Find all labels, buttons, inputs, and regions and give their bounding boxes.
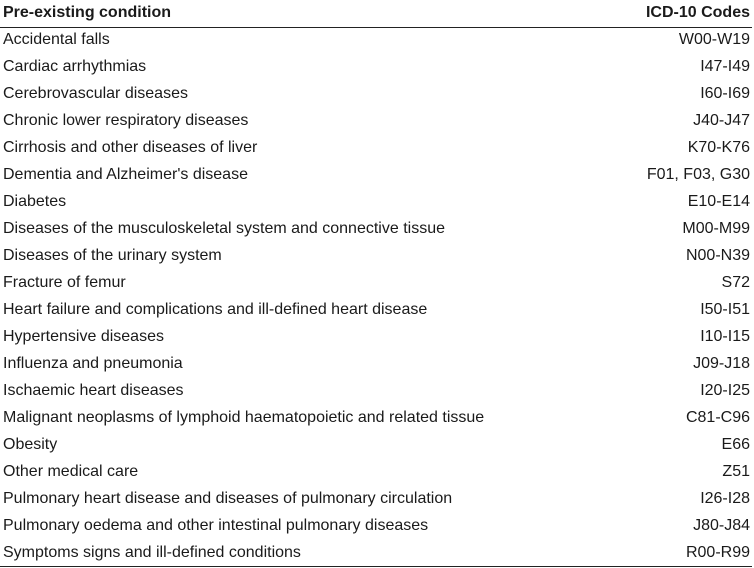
condition-cell: Symptoms signs and ill-defined conditions — [3, 544, 301, 561]
condition-cell: Obesity — [3, 436, 58, 453]
table-row — [0, 243, 752, 270]
icd10-code-cell: J40-J47 — [693, 112, 750, 129]
condition-cell: Accidental falls — [3, 31, 110, 48]
icd10-code-cell: C81-C96 — [685, 409, 750, 426]
table-row — [0, 135, 752, 162]
condition-cell: Diabetes — [3, 193, 67, 210]
icd10-code-cell: R00-R99 — [685, 544, 750, 561]
table-row — [0, 324, 752, 351]
table-row — [0, 378, 752, 405]
table-row — [0, 486, 752, 513]
condition-cell: Cirrhosis and other diseases of liver — [3, 139, 258, 156]
icd10-code-cell: W00-W19 — [678, 31, 750, 48]
table-row — [0, 189, 752, 216]
condition-cell: Cerebrovascular diseases — [3, 85, 188, 102]
condition-cell: Chronic lower respiratory diseases — [3, 112, 249, 129]
table-row — [0, 297, 752, 324]
condition-cell: Heart failure and complications and ill-defined heart disease — [3, 301, 428, 318]
table-row — [0, 27, 752, 54]
bottom-rule — [0, 566, 752, 567]
table-row — [0, 432, 752, 459]
icd10-code-cell: S72 — [721, 274, 750, 291]
icd10-code-cell: I60-I69 — [700, 85, 750, 102]
condition-cell: Cardiac arrhythmias — [3, 58, 147, 75]
icd10-code-cell: M00-M99 — [682, 220, 750, 237]
table-body — [0, 27, 752, 567]
header-icd10-codes: ICD-10 Codes — [645, 4, 750, 21]
condition-cell: Fracture of femur — [3, 274, 126, 291]
icd10-code-cell: J09-J18 — [693, 355, 750, 372]
condition-cell: Diseases of the urinary system — [3, 247, 222, 264]
table-row — [0, 216, 752, 243]
icd10-code-cell: N00-N39 — [685, 247, 750, 264]
icd10-code-cell: E66 — [721, 436, 750, 453]
table-row — [0, 108, 752, 135]
icd10-code-cell: J80-J84 — [693, 517, 750, 534]
icd10-code-cell: E10-E14 — [687, 193, 750, 210]
icd10-code-cell: F01, F03, G30 — [646, 166, 750, 183]
icd10-code-cell: K70-K76 — [687, 139, 750, 156]
table-row — [0, 513, 752, 540]
condition-cell: Ischaemic heart diseases — [3, 382, 184, 399]
icd10-code-cell: I20-I25 — [700, 382, 750, 399]
condition-cell: Influenza and pneumonia — [3, 355, 183, 372]
table-row — [0, 162, 752, 189]
table-row — [0, 540, 752, 567]
table-row — [0, 270, 752, 297]
table-row — [0, 459, 752, 486]
header-condition: Pre-existing condition — [3, 4, 172, 21]
condition-cell: Pulmonary heart disease and diseases of pulmonary circulation — [3, 490, 453, 507]
condition-cell: Hypertensive diseases — [3, 328, 164, 345]
icd10-code-cell: I26-I28 — [700, 490, 750, 507]
table-row — [0, 54, 752, 81]
condition-cell: Malignant neoplasms of lymphoid haematopoietic and related tissue — [3, 409, 485, 426]
table-row — [0, 405, 752, 432]
condition-cell: Dementia and Alzheimer's disease — [3, 166, 248, 183]
icd10-code-cell: Z51 — [722, 463, 750, 480]
condition-cell: Other medical care — [3, 463, 139, 480]
table-row — [0, 81, 752, 108]
icd10-code-cell: I10-I15 — [700, 328, 750, 345]
icd10-code-cell: I50-I51 — [700, 301, 750, 318]
condition-cell: Diseases of the musculoskeletal system and connective tissue — [3, 220, 445, 237]
condition-cell: Pulmonary oedema and other intestinal pulmonary diseases — [3, 517, 429, 534]
table-header — [0, 0, 752, 28]
icd10-code-cell: I47-I49 — [700, 58, 750, 75]
table-row — [0, 351, 752, 378]
